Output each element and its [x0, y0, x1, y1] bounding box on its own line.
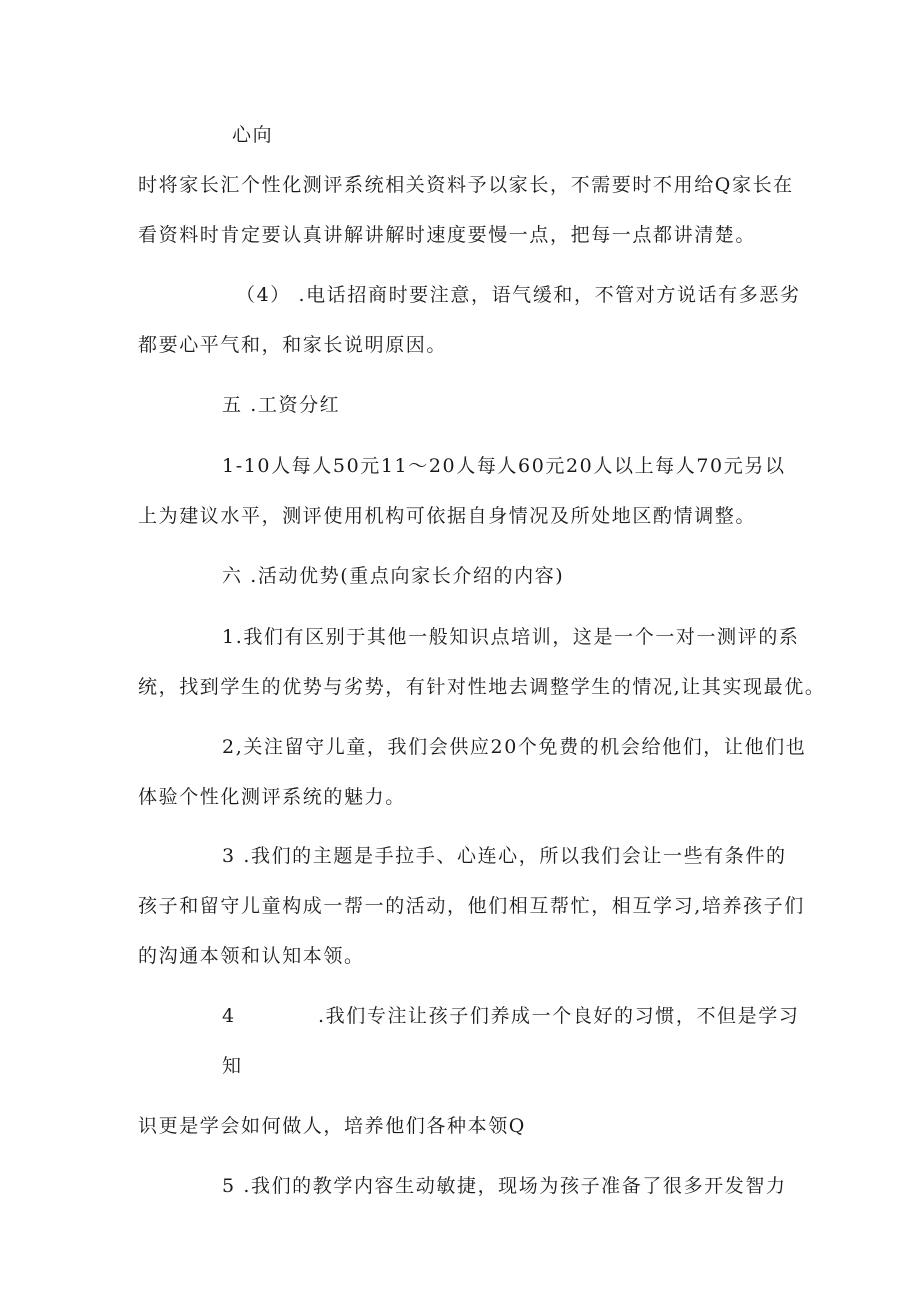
- list-number: 4: [222, 1005, 236, 1027]
- text-line: 识更是学会如何做人，培养他们各种本领Q: [138, 1115, 526, 1137]
- text-line: （4） .电话招商时要注意，语气缓和，不管对方说话有多恶劣: [236, 284, 801, 306]
- text-line: 上为建议水平，测评使用机构可依据自身情况及所处地区酌情调整。: [138, 505, 757, 527]
- text-line: 1.我们有区别于其他一般知识点培训，这是一个一对一测评的系: [222, 626, 800, 648]
- text-line: 2,关注留守儿童，我们会供应20个免费的机会给他们，让他们也: [222, 736, 807, 758]
- text-line: 体验个性化测评系统的魅力。: [138, 786, 406, 808]
- text-line: 知: [222, 1055, 243, 1077]
- section-heading: 五 .工资分红: [222, 394, 341, 416]
- text-line: 时将家长汇个性化测评系统相关资料予以家长，不需要时不用给Q家长在: [138, 174, 794, 196]
- text-line: .我们专注让孩子们养成一个良好的习惯，不但是学习: [318, 1005, 800, 1027]
- text-line: 心向: [232, 124, 274, 146]
- text-line: 3 .我们的主题是手拉手、心连心，所以我们会让一些有条件的: [222, 845, 787, 867]
- text-line: 看资料时肯定要认真讲解讲解时速度要慢一点，把每一点都讲清楚。: [138, 224, 757, 246]
- text-line: 孩子和留守儿童构成一帮一的活动，他们相互帮忙，相互学习,培养孩子们: [138, 895, 805, 917]
- text-line: 1-10人每人50元11～20人每人60元20人以上每人70元另以: [222, 455, 786, 477]
- section-heading: 六 .活动优势(重点向家长介绍的内容): [222, 565, 565, 587]
- text-line: 统，找到学生的优势与劣势，有针对性地去调整学生的情况,让其实现最优。: [138, 676, 826, 698]
- text-line: 的沟通本领和认知本领。: [138, 945, 365, 967]
- text-line: 都要心平气和，和家长说明原因。: [138, 334, 448, 356]
- text-line: 5 .我们的教学内容生动敏捷，现场为孩子准备了很多开发智力: [222, 1175, 787, 1197]
